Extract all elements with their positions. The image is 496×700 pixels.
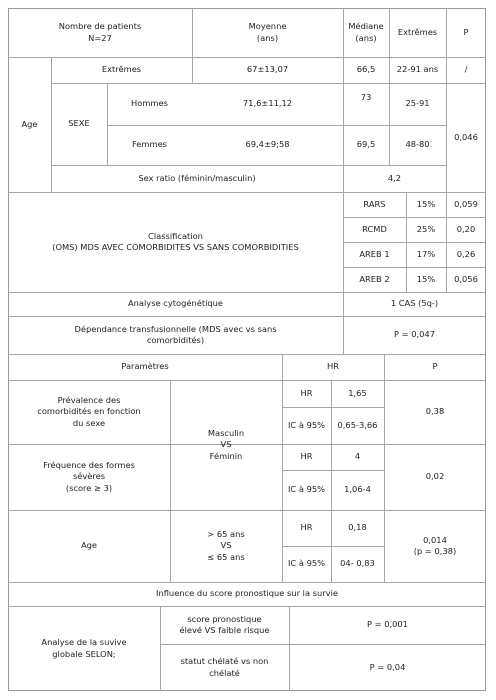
femmes-mediane: 69,5 [356, 139, 376, 150]
params-age-label: Age [80, 540, 98, 551]
freq-label: Fréquence des formes sévères (score ≥ 3) [43, 460, 135, 493]
age-label: Age [21, 118, 38, 129]
class-row-p: 0,056 [454, 273, 478, 284]
hommes-label: Hommes [131, 98, 168, 109]
class-row-pct: 15% [416, 198, 436, 209]
survival-title: Influence du score pronostique sur la survie [156, 588, 338, 599]
survival-row1-label: score pronostique élevé VS faible risque [179, 613, 270, 635]
sex-ratio-value: 4,2 [387, 172, 402, 183]
class-row-name: RCMD [362, 223, 387, 234]
age-ic-value: 04- 0,83 [340, 558, 375, 569]
class-row-name: AREB 1 [359, 248, 390, 259]
freq-ic-label: IC à 95% [287, 484, 326, 495]
header-p: P [463, 26, 469, 37]
header-patients: Nombre de patients N=27 [58, 21, 142, 43]
hommes-mediane: 73 [360, 92, 372, 103]
freq-p: 0,02 [425, 471, 445, 482]
params-header-hr: HR [326, 361, 339, 372]
prev-p: 0,38 [425, 406, 445, 417]
class-row-p: 0,059 [454, 198, 478, 209]
params-header-p: P [432, 361, 438, 372]
transfusion-label: Dépendance transfusionnelle (MDS avec vs sans comorbidités) [74, 323, 277, 345]
class-row-name: RARS [363, 198, 386, 209]
prev-hr-value: 1,65 [348, 387, 367, 398]
age-hr-value: 0,18 [348, 522, 367, 533]
cyto-value: 1 CAS (5q-) [390, 298, 439, 309]
prev-hr-label: HR [300, 387, 313, 398]
class-row-pct: 15% [416, 273, 436, 284]
params-header-label: Paramètres [121, 361, 169, 372]
header-extremes: Extrêmes [397, 26, 438, 37]
age-extremes-p: / [464, 64, 468, 75]
freq-hr-label: HR [300, 451, 313, 462]
survival-row2-value: P = 0,04 [369, 661, 406, 672]
prevalence-label: Prévalence des comorbidités en fonction du sexe [37, 395, 141, 428]
survival-row1-value: P = 0,001 [367, 619, 408, 630]
cyto-label: Analyse cytogénétique [127, 298, 224, 309]
classification-label: Classification (OMS) MDS AVEC COMORBIDITES VS SANS COMORBIDITIES [52, 230, 299, 252]
hommes-moyenne: 71,6±11,12 [242, 98, 293, 109]
age-ic-label: IC à 95% [287, 558, 326, 569]
sexe-p: 0,046 [454, 131, 478, 142]
hommes-range: 25-91 [405, 98, 430, 109]
age-extremes-range: 22-91 ans [396, 64, 439, 75]
survival-row2-label: statut chélaté vs non chélaté [180, 656, 269, 678]
class-row-p: 0,26 [456, 248, 476, 259]
age-hr-label: HR [300, 522, 313, 533]
prev-ic-value: 0,65-3,66 [337, 419, 378, 430]
age-compare: > 65 ans VS ≤ 65 ans [207, 529, 245, 562]
header-moyenne: Moyenne (ans) [248, 21, 287, 43]
femmes-moyenne: 69,4±9;58 [245, 139, 290, 150]
prev-ic-label: IC à 95% [287, 419, 326, 430]
survival-label: Analyse de la suvive globale SELON; [41, 637, 127, 659]
sexe-label: SEXE [68, 118, 90, 129]
header-mediane: Médiane (ans) [348, 21, 384, 43]
age-p: 0,014 (p = 0,38) [413, 534, 457, 556]
class-row-name: AREB 2 [359, 273, 390, 284]
age-extremes-mediane: 66,5 [356, 64, 376, 75]
transfusion-value: P = 0,047 [394, 329, 435, 340]
class-row-pct: 17% [416, 248, 436, 259]
class-row-pct: 25% [416, 223, 436, 234]
age-extremes-moyenne: 67±13,07 [246, 64, 289, 75]
freq-hr-value: 4 [354, 451, 361, 462]
femmes-range: 48-80 [405, 139, 430, 150]
sex-ratio-label: Sex ratio (féminin/masculin) [138, 172, 256, 183]
age-extremes-label: Extrêmes [101, 64, 142, 75]
femmes-label: Femmes [131, 139, 167, 150]
freq-ic-value: 1,06-4 [344, 484, 371, 495]
class-row-p: 0,20 [456, 223, 476, 234]
sex-compare: Masculin VS Féminin [207, 428, 245, 461]
